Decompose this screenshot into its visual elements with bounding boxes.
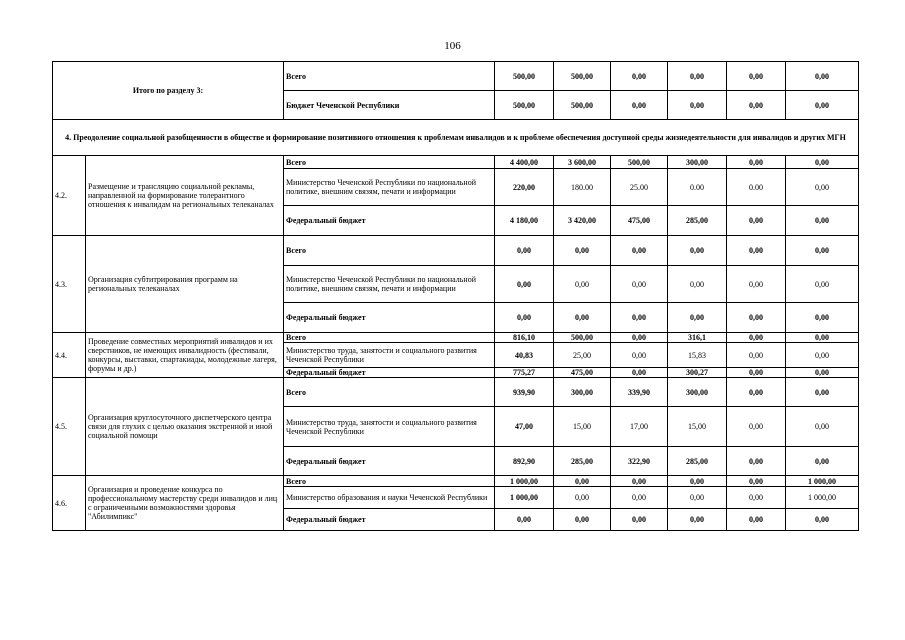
amount-cell: 0,00 (554, 303, 611, 333)
amount-cell: 0,00 (786, 91, 859, 120)
amount-cell: 1 000,00 (786, 476, 859, 487)
amount-cell: 0,00 (786, 333, 859, 343)
amount-cell: 15,00 (554, 407, 611, 447)
amount-cell: 0,00 (668, 487, 727, 509)
amount-cell: 0,00 (611, 303, 668, 333)
funding-source: Всего (284, 62, 495, 91)
amount-cell: 0,00 (786, 407, 859, 447)
amount-cell: 0,00 (727, 447, 786, 476)
amount-cell: 500,00 (554, 62, 611, 91)
amount-cell: 285,00 (554, 447, 611, 476)
item-row (53, 333, 859, 343)
amount-cell: 892,90 (495, 447, 554, 476)
amount-cell: 3 600,00 (554, 156, 611, 169)
amount-cell: 316,1 (668, 333, 727, 343)
item-number: 4.3. (53, 236, 86, 333)
amount-cell: 0,00 (786, 509, 859, 531)
amount-cell: 0,00 (727, 509, 786, 531)
amount-cell: 1 000,00 (786, 487, 859, 509)
item-number: 4.2. (53, 156, 86, 236)
amount-cell: 339,90 (611, 378, 668, 407)
page-number: 106 (444, 40, 461, 52)
amount-cell: 0,00 (611, 509, 668, 531)
funding-source: Федеральный бюджет (284, 368, 495, 378)
amount-cell: 0,00 (611, 368, 668, 378)
funding-source: Всего (284, 378, 495, 407)
amount-cell: 0,00 (668, 91, 727, 120)
funding-source: Федеральный бюджет (284, 206, 495, 236)
amount-cell: 0,00 (611, 266, 668, 303)
amount-cell: 0,00 (727, 266, 786, 303)
amount-cell: 0,00 (727, 343, 786, 368)
amount-cell: 0,00 (727, 333, 786, 343)
amount-cell: 4 180,00 (495, 206, 554, 236)
amount-cell: 285,00 (668, 206, 727, 236)
amount-cell: 0,00 (495, 266, 554, 303)
amount-cell: 0.00 (668, 169, 727, 206)
amount-cell: 0,00 (786, 206, 859, 236)
funding-source: Министерство Чеченской Республики по национальной политике, внешним связям, печати и информации (284, 266, 495, 303)
amount-cell: 0,00 (727, 156, 786, 169)
amount-cell: 0,00 (727, 368, 786, 378)
amount-cell: 0,00 (786, 266, 859, 303)
item-title: Организация субтитрирования программ на региональных телеканалах (86, 236, 284, 333)
item-row (53, 236, 859, 266)
amount-cell: 0,00 (611, 343, 668, 368)
funding-source: Министерство образования и науки Чеченской Республики (284, 487, 495, 509)
amount-cell: 0,00 (786, 378, 859, 407)
amount-cell: 1 000,00 (495, 487, 554, 509)
amount-cell: 0,00 (611, 91, 668, 120)
amount-cell: 0,00 (495, 303, 554, 333)
amount-cell: 500,00 (495, 91, 554, 120)
amount-cell: 0,00 (727, 206, 786, 236)
funding-source: Федеральный бюджет (284, 303, 495, 333)
section-title: 4. Преодоление социальной разобщенности в обществе и формирование позитивного отношения к проблемам инвалидов и к проблеме обеспечения доступной среды жизнедеятельности для инвалидов и других МГН (53, 120, 859, 156)
item-row (53, 156, 859, 169)
amount-cell: 300,00 (554, 378, 611, 407)
amount-cell: 300,00 (668, 378, 727, 407)
amount-cell: 0,00 (668, 476, 727, 487)
amount-cell: 0,00 (786, 303, 859, 333)
amount-cell: 0,00 (668, 266, 727, 303)
funding-source: Федеральный бюджет (284, 509, 495, 531)
amount-cell: 0,00 (668, 62, 727, 91)
amount-cell: 816,10 (495, 333, 554, 343)
funding-source: Всего (284, 333, 495, 343)
amount-cell: 0,00 (727, 236, 786, 266)
section-header-row (53, 120, 859, 156)
amount-cell: 500,00 (611, 156, 668, 169)
amount-cell: 0,00 (727, 378, 786, 407)
item-title: Размещение и трансляцию социальной рекламы, направленной на формирование толерантного отношения к инвалидам на региональных телеканалах (86, 156, 284, 236)
amount-cell: 0,00 (786, 169, 859, 206)
amount-cell: 322,90 (611, 447, 668, 476)
amount-cell: 0,00 (611, 476, 668, 487)
amount-cell: 475,00 (611, 206, 668, 236)
amount-cell: 285,00 (668, 447, 727, 476)
amount-cell: 500,00 (495, 62, 554, 91)
amount-cell: 0,00 (727, 91, 786, 120)
amount-cell: 300,27 (668, 368, 727, 378)
funding-source: Федеральный бюджет (284, 447, 495, 476)
item-number: 4.4. (53, 333, 86, 378)
amount-cell: 0,00 (554, 487, 611, 509)
amount-cell: 40,83 (495, 343, 554, 368)
funding-source: Министерство труда, занятости и социального развития Чеченской Республики (284, 407, 495, 447)
item-title: Проведение совместных мероприятий инвалидов и их сверстников, не имеющих инвалидность (фестивали, конкурсы, выставки, спартакиады, молодежные лагеря, форумы и др.) (86, 333, 284, 378)
amount-cell: 0,00 (668, 303, 727, 333)
amount-cell: 0,00 (786, 447, 859, 476)
amount-cell: 0,00 (786, 156, 859, 169)
funding-source: Всего (284, 476, 495, 487)
amount-cell: 0,00 (495, 236, 554, 266)
amount-cell: 180.00 (554, 169, 611, 206)
amount-cell: 25.00 (611, 169, 668, 206)
funding-source: Министерство труда, занятости и социального развития Чеченской Республики (284, 343, 495, 368)
amount-cell: 1 000,00 (495, 476, 554, 487)
item-number: 4.5. (53, 378, 86, 476)
amount-cell: 0,00 (554, 476, 611, 487)
amount-cell: 15,00 (668, 407, 727, 447)
budget-table (52, 61, 859, 531)
amount-cell: 0,00 (554, 266, 611, 303)
item-number: 4.6. (53, 476, 86, 531)
amount-cell: 4 400,00 (495, 156, 554, 169)
item-row (53, 476, 859, 487)
amount-cell: 500,00 (554, 91, 611, 120)
funding-source: Министерство Чеченской Республики по национальной политике, внешним связям, печати и информации (284, 169, 495, 206)
amount-cell: 0,00 (727, 303, 786, 333)
amount-cell: 0,00 (668, 236, 727, 266)
amount-cell: 939,90 (495, 378, 554, 407)
amount-cell: 15,83 (668, 343, 727, 368)
amount-cell: 300,00 (668, 156, 727, 169)
amount-cell: 0,00 (727, 407, 786, 447)
amount-cell: 220,00 (495, 169, 554, 206)
amount-cell: 0,00 (611, 236, 668, 266)
amount-cell: 0,00 (727, 487, 786, 509)
funding-source: Всего (284, 236, 495, 266)
amount-cell: 0,00 (668, 509, 727, 531)
amount-cell: 0,00 (611, 62, 668, 91)
item-title: Организация и проведение конкурса по профессиональному мастерству среди инвалидов и лиц с ограниченными возможностями здоровья "Абилимпикс" (86, 476, 284, 531)
amount-cell: 0,00 (727, 476, 786, 487)
section-total-row (53, 62, 859, 91)
section-total-label: Итого по разделу 3: (53, 62, 284, 120)
amount-cell: 500,00 (554, 333, 611, 343)
item-row (53, 378, 859, 407)
amount-cell: 775,27 (495, 368, 554, 378)
amount-cell: 0,00 (786, 62, 859, 91)
amount-cell: 0,00 (727, 62, 786, 91)
item-title: Организация круглосуточного диспетчерского центра связи для глухих с целью оказания экстренной и иной социальной помощи (86, 378, 284, 476)
amount-cell: 17,00 (611, 407, 668, 447)
amount-cell: 0,00 (611, 333, 668, 343)
amount-cell: 3 420,00 (554, 206, 611, 236)
funding-source: Бюджет Чеченской Республики (284, 91, 495, 120)
amount-cell: 0,00 (554, 509, 611, 531)
funding-source: Всего (284, 156, 495, 169)
amount-cell: 47,00 (495, 407, 554, 447)
amount-cell: 0,00 (786, 343, 859, 368)
amount-cell: 0,00 (786, 368, 859, 378)
amount-cell: 25,00 (554, 343, 611, 368)
amount-cell: 0,00 (554, 236, 611, 266)
amount-cell: 475,00 (554, 368, 611, 378)
amount-cell: 0,00 (786, 236, 859, 266)
amount-cell: 0,00 (495, 509, 554, 531)
amount-cell: 0,00 (611, 487, 668, 509)
amount-cell: 0.00 (727, 169, 786, 206)
